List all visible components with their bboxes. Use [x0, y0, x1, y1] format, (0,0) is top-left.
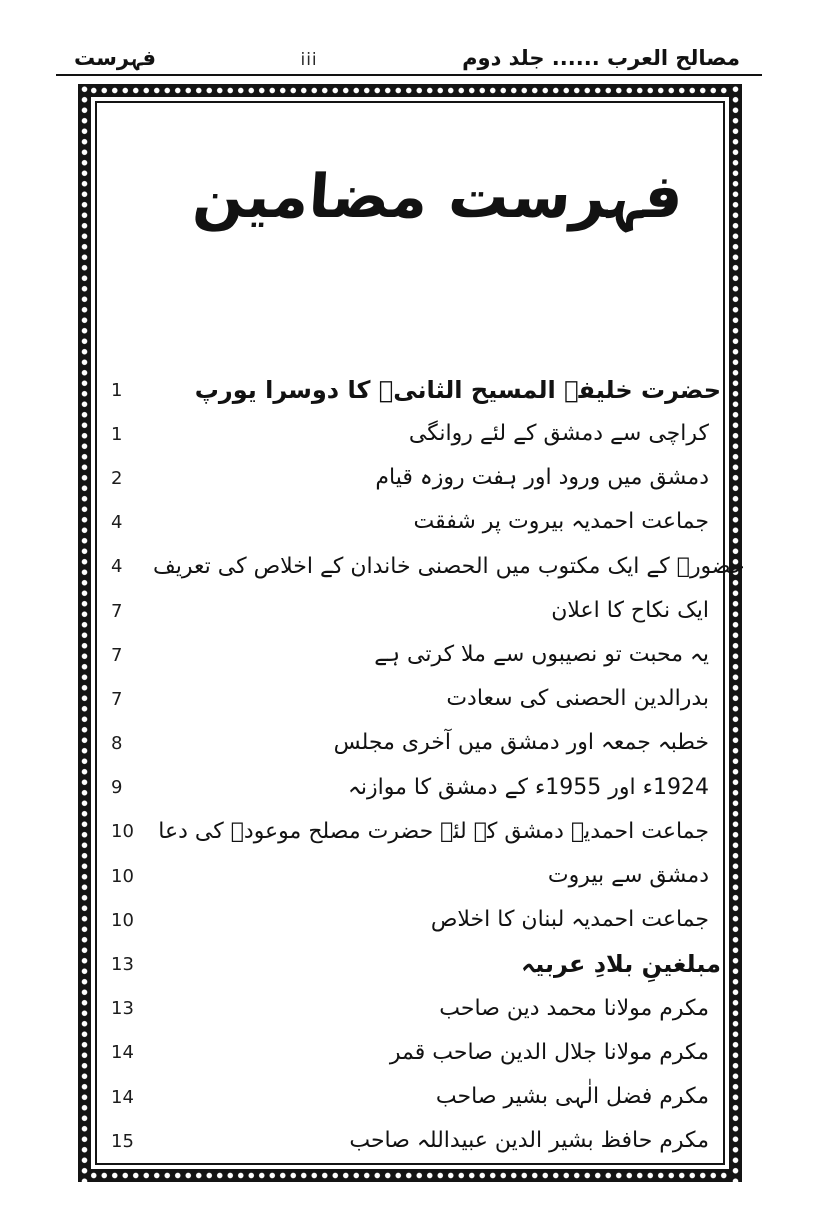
toc-entry-row — [111, 987, 721, 1031]
decorative-frame — [78, 84, 745, 1182]
header-book-title: مصالح العرب ...... جلد دوم — [462, 46, 740, 70]
toc-entry-title: جماعت احمدیہ بیروت پر شفقت — [413, 509, 709, 535]
toc-entry-row — [111, 545, 745, 589]
toc-entry-page-number: 8 — [111, 733, 123, 755]
toc-entry-row — [111, 1119, 721, 1163]
toc-entry-title: بدرالدین الحصنی کی سعادت — [446, 686, 709, 712]
toc-entry-title: مکرم مولانا جلال الدین صاحب قمر — [389, 1039, 709, 1065]
toc-entry-page-number: 13 — [111, 954, 134, 976]
toc-entry-title: حضرت خلیفۃ المسیح الثانیؓ کا دوسرا یورپ — [194, 375, 721, 404]
toc-entry-title: مکرم فضل الٰہی بشیر صاحب — [435, 1083, 709, 1109]
toc-entry-title: یہ محبت تو نصیبوں سے ملا کرتی ہے — [374, 642, 709, 668]
toc-entry-row — [111, 898, 721, 942]
toc-entry-title: جماعت احمدیہ دمشق کے لئے حضرت مصلح موعودؓ کی دعا — [158, 818, 709, 844]
toc-list — [97, 368, 745, 1163]
page-content — [97, 103, 745, 1163]
toc-entry-page-number: 7 — [111, 644, 123, 666]
toc-entry-row — [111, 766, 721, 810]
toc-title: فہرست مضامین — [190, 162, 686, 232]
toc-entry-title: جماعت احمدیہ لبنان کا اخلاص — [430, 907, 709, 933]
toc-entry-page-number: 1 — [111, 379, 123, 401]
toc-entry-title: دمشق سے بیروت — [547, 862, 709, 888]
toc-entry-page-number: 10 — [111, 909, 134, 931]
toc-entry-row — [111, 501, 721, 545]
toc-entry-row — [111, 456, 721, 500]
toc-entry-page-number: 4 — [111, 512, 123, 534]
page-header — [56, 0, 762, 76]
toc-entry-page-number: 2 — [111, 467, 123, 489]
frame-border-bottom — [78, 1169, 742, 1182]
toc-entry-title: 1924ء اور 1955ء کے دمشق کا موازنہ — [347, 774, 709, 800]
toc-entry-page-number: 15 — [111, 1130, 134, 1152]
toc-entry-row — [111, 1031, 721, 1075]
toc-entry-row — [111, 810, 721, 854]
toc-entry-page-number: 4 — [111, 556, 123, 578]
toc-section-heading-row — [111, 942, 721, 986]
frame-border-right — [729, 84, 742, 1182]
toc-entry-page-number: 9 — [111, 777, 123, 799]
header-section-label: فہرست — [74, 46, 157, 70]
toc-section-heading-row — [111, 368, 721, 412]
toc-entry-page-number: 13 — [111, 998, 134, 1020]
toc-entry-title: مکرم حافظ بشیر الدین عبیداللہ صاحب — [349, 1128, 709, 1154]
toc-entry-page-number: 7 — [111, 688, 123, 710]
frame-border-left — [78, 84, 91, 1182]
toc-entry-title: دمشق میں ورود اور ہفت روزہ قیام — [375, 465, 709, 491]
frame-border-top — [78, 84, 742, 97]
toc-entry-row — [111, 677, 721, 721]
header-page-number: iii — [300, 50, 318, 70]
toc-entry-row — [111, 412, 721, 456]
toc-entry-page-number: 7 — [111, 600, 123, 622]
toc-entry-title: ایک نکاح کا اعلان — [551, 597, 709, 623]
toc-entry-row — [111, 1075, 721, 1119]
toc-entry-row — [111, 722, 721, 766]
toc-entry-title: مکرم مولانا محمد دین صاحب — [439, 995, 709, 1021]
toc-entry-row — [111, 589, 721, 633]
toc-entry-page-number: 14 — [111, 1086, 134, 1108]
toc-entry-title: مبلغینِ بلادِ عربیہ — [521, 950, 721, 979]
toc-entry-row — [111, 633, 721, 677]
toc-entry-row — [111, 854, 721, 898]
toc-entry-page-number: 10 — [111, 821, 134, 843]
toc-entry-page-number: 1 — [111, 423, 123, 445]
toc-entry-page-number: 10 — [111, 865, 134, 887]
toc-entry-title: خطبہ جمعہ اور دمشق میں آخری مجلس — [333, 730, 709, 756]
toc-entry-title: کراچی سے دمشق کے لئے روانگی — [408, 421, 709, 447]
toc-entry-title: حضورؓ کے ایک مکتوب میں الحصنی خاندان کے اخلاص کی تعریف — [153, 553, 745, 579]
toc-entry-page-number: 14 — [111, 1042, 134, 1064]
